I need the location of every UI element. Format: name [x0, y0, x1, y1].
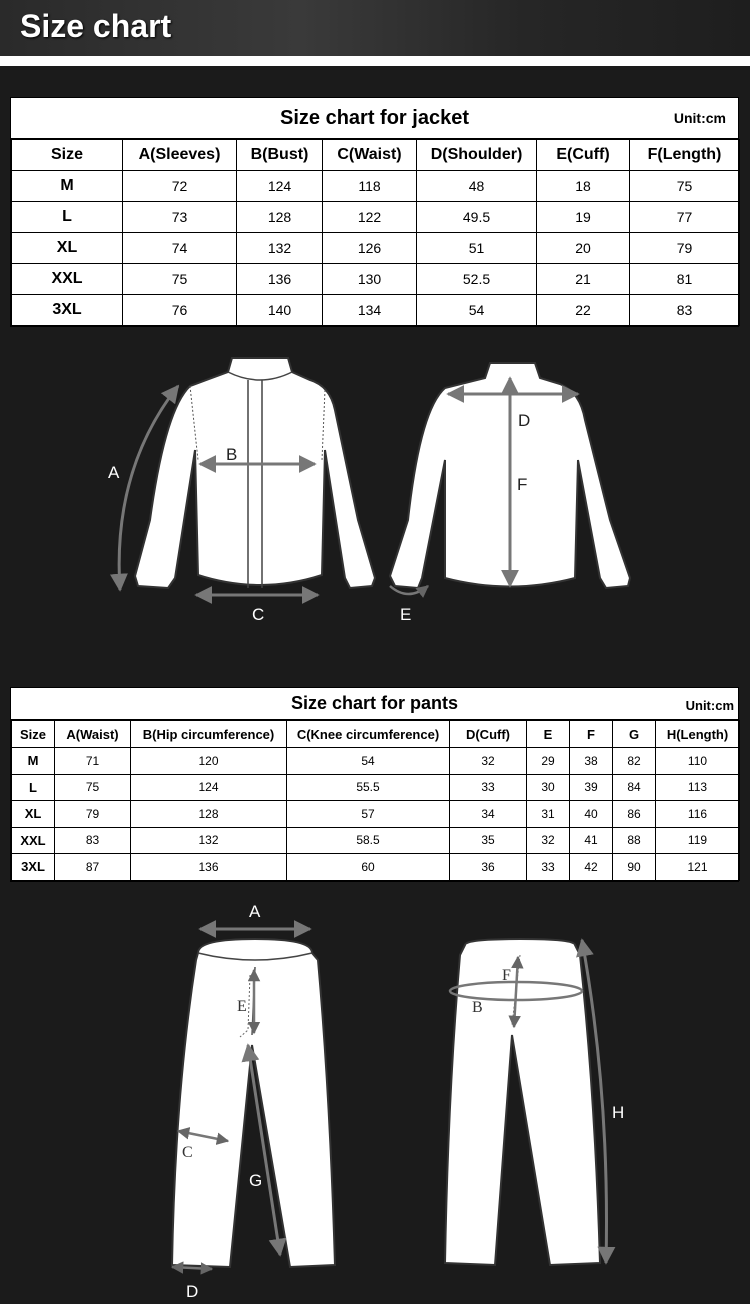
- value-cell: 22: [537, 295, 630, 326]
- value-cell: 81: [630, 264, 740, 295]
- value-cell: 33: [527, 854, 570, 881]
- pants-front-icon: [172, 902, 335, 1301]
- page-title: Size chart: [20, 8, 172, 44]
- pants-size-table: [10, 687, 739, 882]
- column-header: Size: [12, 140, 123, 171]
- value-cell: 19: [537, 202, 630, 233]
- value-cell: 110: [656, 748, 740, 775]
- value-cell: 122: [323, 202, 417, 233]
- value-cell: 136: [131, 854, 287, 881]
- value-cell: 77: [630, 202, 740, 233]
- jacket-illustration: [0, 350, 750, 630]
- jacket-unit-label: Unit:cm: [673, 110, 726, 126]
- jacket-label-d: D: [518, 411, 531, 430]
- value-cell: 41: [570, 827, 613, 854]
- value-cell: 54: [417, 295, 537, 326]
- column-header: A(Waist): [55, 721, 131, 748]
- value-cell: 83: [55, 827, 131, 854]
- jacket-table-grid: [11, 139, 740, 326]
- value-cell: 79: [630, 233, 740, 264]
- jacket-back-icon: [390, 363, 630, 624]
- pants-illustration: [0, 895, 750, 1304]
- value-cell: 128: [237, 202, 323, 233]
- value-cell: 54: [287, 748, 450, 775]
- value-cell: 60: [287, 854, 450, 881]
- pants-table-grid: [11, 720, 740, 881]
- value-cell: 130: [323, 264, 417, 295]
- value-cell: 18: [537, 171, 630, 202]
- value-cell: 72: [123, 171, 237, 202]
- column-header: C(Waist): [323, 140, 417, 171]
- value-cell: 38: [570, 748, 613, 775]
- column-header: H(Length): [656, 721, 740, 748]
- value-cell: 124: [131, 774, 287, 801]
- column-header: D(Cuff): [450, 721, 527, 748]
- pants-back-icon: [445, 939, 624, 1265]
- pants-label-h: H: [612, 1103, 625, 1122]
- pants-row: [12, 801, 740, 828]
- value-cell: 134: [323, 295, 417, 326]
- value-cell: 116: [656, 801, 740, 828]
- value-cell: 118: [323, 171, 417, 202]
- value-cell: 75: [55, 774, 131, 801]
- value-cell: 120: [131, 748, 287, 775]
- value-cell: 21: [537, 264, 630, 295]
- jacket-row: [12, 295, 740, 326]
- value-cell: 119: [656, 827, 740, 854]
- size-cell: 3XL: [12, 854, 55, 881]
- value-cell: 35: [450, 827, 527, 854]
- size-cell: M: [12, 748, 55, 775]
- value-cell: 39: [570, 774, 613, 801]
- pants-row: [12, 748, 740, 775]
- value-cell: 132: [131, 827, 287, 854]
- pants-label-e: E: [237, 998, 247, 1015]
- value-cell: 40: [570, 801, 613, 828]
- value-cell: 32: [450, 748, 527, 775]
- value-cell: 31: [527, 801, 570, 828]
- value-cell: 74: [123, 233, 237, 264]
- jacket-front-icon: [108, 358, 375, 624]
- size-cell: L: [12, 774, 55, 801]
- jacket-table-title-row: [11, 98, 738, 139]
- value-cell: 58.5: [287, 827, 450, 854]
- column-header: F: [570, 721, 613, 748]
- value-cell: 83: [630, 295, 740, 326]
- size-cell: M: [12, 171, 123, 202]
- size-cell: XL: [12, 801, 55, 828]
- column-header: D(Shoulder): [417, 140, 537, 171]
- value-cell: 132: [237, 233, 323, 264]
- value-cell: 42: [570, 854, 613, 881]
- value-cell: 75: [123, 264, 237, 295]
- size-cell: L: [12, 202, 123, 233]
- value-cell: 136: [237, 264, 323, 295]
- header-banner: [0, 0, 750, 56]
- value-cell: 75: [630, 171, 740, 202]
- column-header: A(Sleeves): [123, 140, 237, 171]
- column-header: Size: [12, 721, 55, 748]
- size-cell: 3XL: [12, 295, 123, 326]
- jacket-row: [12, 171, 740, 202]
- column-header: B(Bust): [237, 140, 323, 171]
- value-cell: 87: [55, 854, 131, 881]
- value-cell: 84: [613, 774, 656, 801]
- jacket-label-b: B: [226, 445, 238, 464]
- pants-row: [12, 854, 740, 881]
- value-cell: 34: [450, 801, 527, 828]
- jacket-table-title: Size chart for jacket: [280, 107, 469, 129]
- pants-header-row: [12, 721, 740, 748]
- value-cell: 29: [527, 748, 570, 775]
- pants-row: [12, 774, 740, 801]
- pants-diagram: [0, 895, 750, 1304]
- value-cell: 30: [527, 774, 570, 801]
- value-cell: 57: [287, 801, 450, 828]
- value-cell: 48: [417, 171, 537, 202]
- header-divider: [0, 56, 750, 66]
- pants-label-a: A: [249, 902, 261, 921]
- value-cell: 90: [613, 854, 656, 881]
- pants-label-b: B: [472, 999, 483, 1016]
- jacket-row: [12, 264, 740, 295]
- column-header: G: [613, 721, 656, 748]
- column-header: F(Length): [630, 140, 740, 171]
- jacket-header-row: [12, 140, 740, 171]
- value-cell: 36: [450, 854, 527, 881]
- jacket-label-a: A: [108, 463, 120, 482]
- jacket-diagram: [0, 350, 750, 630]
- pants-label-d: D: [186, 1282, 199, 1301]
- value-cell: 88: [613, 827, 656, 854]
- pants-row: [12, 827, 740, 854]
- size-cell: XXL: [12, 264, 123, 295]
- size-cell: XXL: [12, 827, 55, 854]
- jacket-label-c: C: [252, 605, 265, 624]
- column-header: C(Knee circumference): [287, 721, 450, 748]
- value-cell: 86: [613, 801, 656, 828]
- jacket-label-e: E: [400, 605, 412, 624]
- pants-label-f: F: [502, 967, 511, 984]
- value-cell: 71: [55, 748, 131, 775]
- value-cell: 113: [656, 774, 740, 801]
- jacket-label-f: F: [517, 475, 528, 494]
- value-cell: 124: [237, 171, 323, 202]
- pants-label-c: C: [182, 1144, 193, 1161]
- jacket-row: [12, 202, 740, 233]
- value-cell: 52.5: [417, 264, 537, 295]
- value-cell: 33: [450, 774, 527, 801]
- value-cell: 51: [417, 233, 537, 264]
- pants-table-title-row: [11, 688, 738, 720]
- value-cell: 140: [237, 295, 323, 326]
- value-cell: 20: [537, 233, 630, 264]
- pants-table-title: Size chart for pants: [290, 693, 459, 713]
- size-cell: XL: [12, 233, 123, 264]
- value-cell: 128: [131, 801, 287, 828]
- value-cell: 55.5: [287, 774, 450, 801]
- value-cell: 76: [123, 295, 237, 326]
- value-cell: 126: [323, 233, 417, 264]
- value-cell: 79: [55, 801, 131, 828]
- value-cell: 82: [613, 748, 656, 775]
- value-cell: 32: [527, 827, 570, 854]
- value-cell: 73: [123, 202, 237, 233]
- jacket-row: [12, 233, 740, 264]
- column-header: B(Hip circumference): [131, 721, 287, 748]
- jacket-size-table: [10, 97, 739, 327]
- column-header: E: [527, 721, 570, 748]
- pants-unit-label: Unit:cm: [685, 698, 734, 713]
- column-header: E(Cuff): [537, 140, 630, 171]
- pants-label-g: G: [249, 1171, 263, 1190]
- value-cell: 49.5: [417, 202, 537, 233]
- value-cell: 121: [656, 854, 740, 881]
